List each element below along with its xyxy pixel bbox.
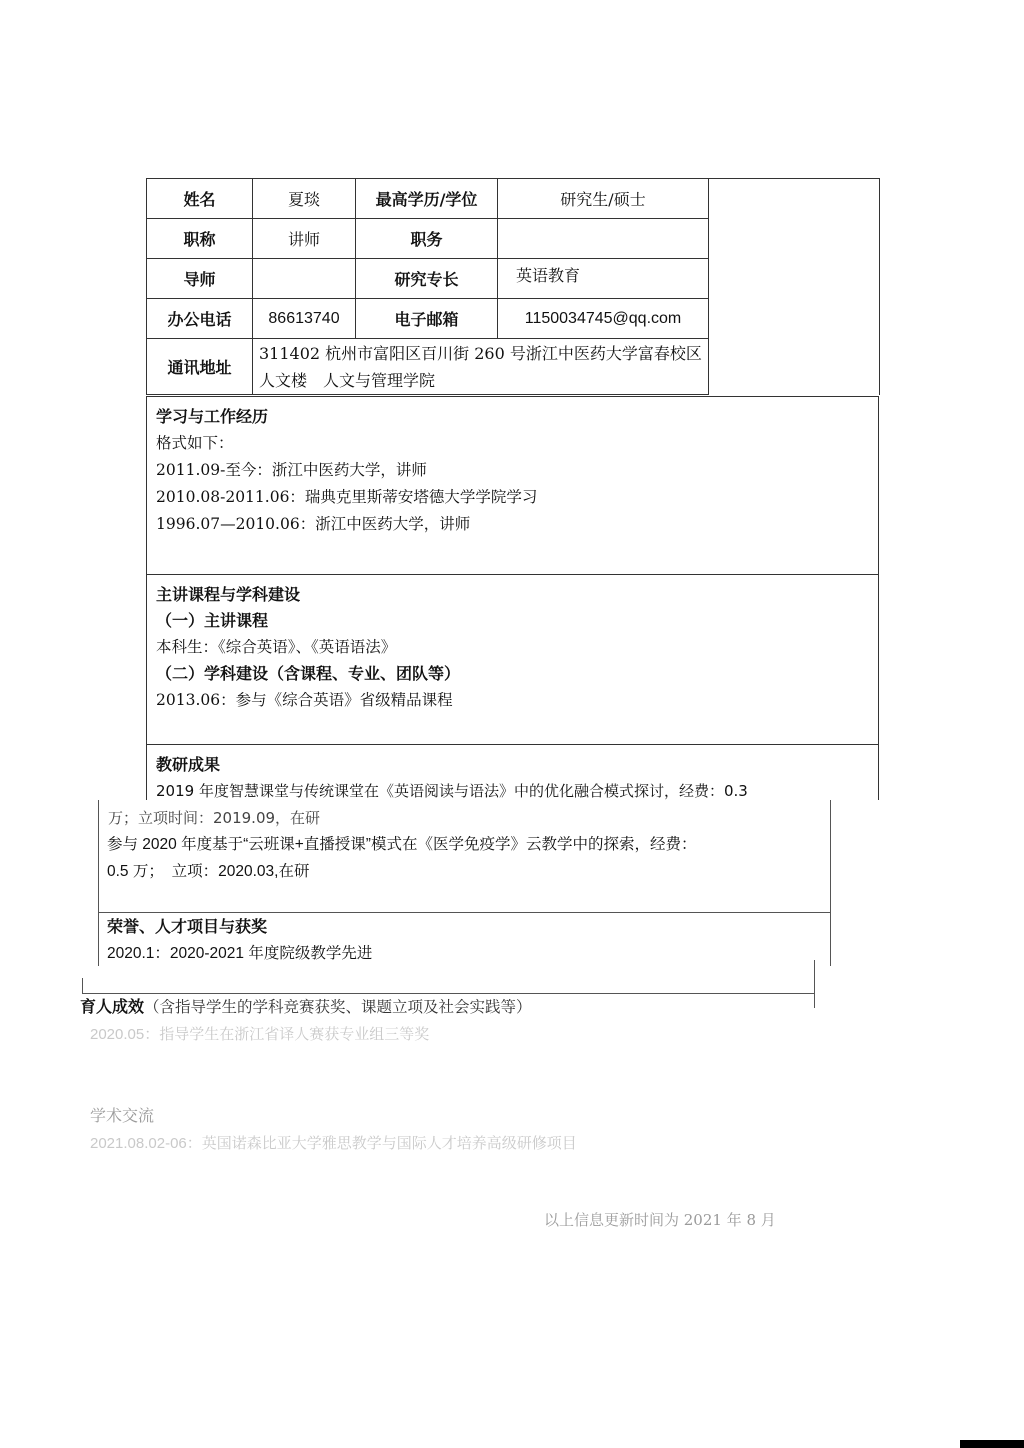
blank-cell bbox=[709, 259, 880, 299]
position-label: 职务 bbox=[356, 219, 498, 259]
email-value: 1150034745@qq.com bbox=[498, 299, 709, 339]
update-note: 以上信息更新时间为 2021 年 8 月 bbox=[544, 1211, 776, 1229]
blank-cell bbox=[709, 179, 880, 219]
experience-line: 2011.09-至今：浙江中医药大学，讲师 bbox=[156, 461, 427, 479]
courses-subtitle: （一）主讲课程 bbox=[156, 611, 269, 630]
border-line bbox=[82, 978, 83, 994]
border-line bbox=[98, 800, 99, 966]
courses-line: 2013.06：参与《综合英语》省级精品课程 bbox=[156, 691, 453, 709]
experience-title: 学习与工作经历 bbox=[156, 407, 269, 426]
border-line bbox=[830, 800, 831, 966]
honors-title: 荣誉、人才项目与获奖 bbox=[107, 917, 268, 936]
lower-page-fragment bbox=[98, 800, 831, 966]
profile-table bbox=[146, 178, 880, 395]
degree-value: 研究生/硕士 bbox=[498, 179, 709, 219]
divider bbox=[98, 912, 831, 913]
blank-cell bbox=[709, 299, 880, 339]
experience-section bbox=[147, 404, 878, 538]
blank-cell bbox=[709, 219, 880, 259]
courses-section bbox=[147, 582, 878, 714]
address-value: 311402 杭州市富阳区百川街 260 号浙江中医药大学富春校区人文楼 人文与管理学院 bbox=[253, 339, 709, 395]
email-label: 电子邮箱 bbox=[356, 299, 498, 339]
phone-value: 86613740 bbox=[253, 299, 356, 339]
scan-mark bbox=[960, 1440, 1024, 1448]
name-label: 姓名 bbox=[147, 179, 253, 219]
border-line bbox=[814, 960, 815, 1008]
courses-title: 主讲课程与学科建设 bbox=[156, 585, 301, 604]
research-line: 2019 年度智慧课堂与传统课堂在《英语阅读与语法》中的优化融合模式探讨，经费：0.3 bbox=[156, 782, 748, 800]
position-value bbox=[498, 219, 709, 259]
experience-line: 格式如下： bbox=[156, 434, 234, 452]
expertise-label: 研究专长 bbox=[356, 259, 498, 299]
blank-cell bbox=[709, 339, 880, 395]
divider bbox=[147, 744, 878, 745]
divider bbox=[147, 574, 878, 575]
research-title: 教研成果 bbox=[156, 755, 221, 774]
advisor-value bbox=[253, 259, 356, 299]
research-line: 0.5 万； 立项：2020.03,在研 bbox=[107, 863, 310, 880]
exchange-title: 学术交流 bbox=[90, 1106, 155, 1125]
phone-label: 办公电话 bbox=[147, 299, 253, 339]
education-line: 2020.05：指导学生在浙江省译人赛获专业组三等奖 bbox=[90, 1026, 430, 1043]
courses-line: 本科生：《综合英语》、《英语语法》 bbox=[156, 638, 397, 656]
experience-line: 1996.07—2010.06：浙江中医药大学，讲师 bbox=[156, 515, 471, 533]
expertise-value: 英语教育 bbox=[498, 259, 709, 299]
honors-line: 2020.1：2020-2021 年度院级教学先进 bbox=[107, 945, 373, 962]
title-value: 讲师 bbox=[253, 219, 356, 259]
divider bbox=[147, 396, 878, 397]
research-section bbox=[147, 752, 878, 800]
experience-line: 2010.08-2011.06：瑞典克里斯蒂安塔德大学学院学习 bbox=[156, 488, 538, 506]
education-note: （含指导学生的学科竞赛获奖、课题立项及社会实践等） bbox=[144, 998, 532, 1016]
name-value: 夏琰 bbox=[253, 179, 356, 219]
details-box bbox=[146, 396, 879, 800]
courses-subtitle: （二）学科建设（含课程、专业、团队等） bbox=[156, 664, 461, 683]
title-label: 职称 bbox=[147, 219, 253, 259]
research-line-continued: 万；立项时间：2019.09，在研 bbox=[108, 809, 321, 827]
education-title: 育人成效 bbox=[80, 997, 145, 1016]
advisor-label: 导师 bbox=[147, 259, 253, 299]
degree-label: 最高学历/学位 bbox=[356, 179, 498, 219]
research-line: 参与 2020 年度基于“云班课+直播授课”模式在《医学免疫学》云教学中的探索，经费： bbox=[107, 836, 697, 853]
address-label: 通讯地址 bbox=[147, 339, 253, 395]
exchange-line: 2021.08.02-06：英国诺森比亚大学雅思教学与国际人才培养高级研修项目 bbox=[90, 1135, 577, 1152]
education-heading bbox=[80, 994, 532, 1020]
